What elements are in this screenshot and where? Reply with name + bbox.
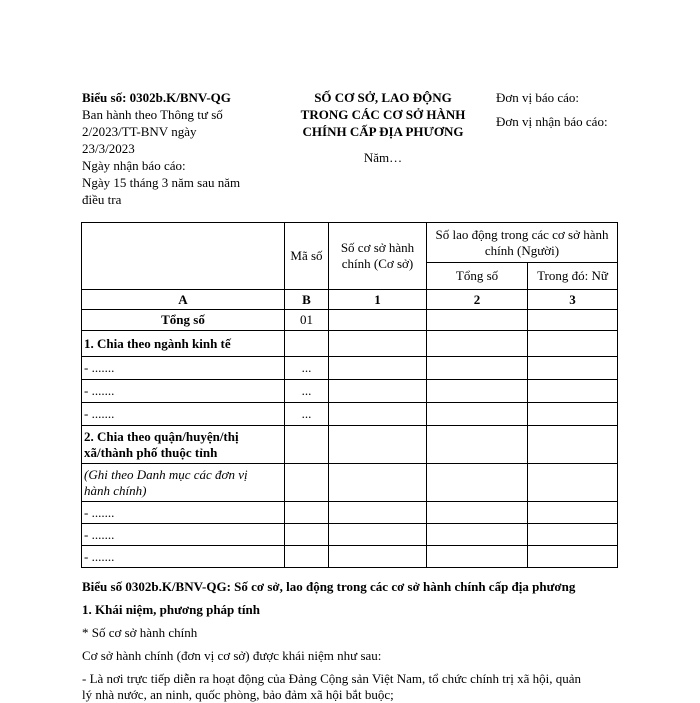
table-row <box>82 524 618 546</box>
section-2-line-2: xã/thành phố thuộc tỉnh <box>84 444 218 460</box>
index-3: 3 <box>528 290 618 310</box>
index-1: 1 <box>329 290 427 310</box>
form-info-block <box>82 89 272 208</box>
report-title-block <box>283 89 483 166</box>
data-table <box>81 222 618 568</box>
section-2-label <box>82 426 285 464</box>
note-line-2: hành chính) <box>84 482 147 498</box>
unit-block <box>496 89 686 130</box>
row-placeholder: - ....... <box>82 357 285 380</box>
table-row <box>82 464 618 502</box>
title-line-3: CHÍNH CẤP ĐỊA PHƯƠNG <box>302 124 464 139</box>
explanation-text <box>82 578 622 703</box>
table-row <box>82 502 618 524</box>
index-b: B <box>285 290 329 310</box>
index-a: A <box>82 290 285 310</box>
title-line-1: SỐ CƠ SỞ, LAO ĐỘNG <box>314 90 452 105</box>
section-title: 1. Khái niệm, phương pháp tính <box>82 602 260 617</box>
form-code: Biểu số: 0302b.K/BNV-QG <box>82 90 231 105</box>
note-line-1: (Ghi theo Danh mục các đơn vị <box>84 466 248 482</box>
table-row <box>82 403 618 426</box>
reporting-unit: Đơn vị báo cáo: <box>496 90 580 105</box>
row-placeholder: - ....... <box>82 524 285 546</box>
bullet-text: * Số cơ sở hành chính <box>82 625 198 640</box>
row-code-placeholder: ... <box>285 403 329 426</box>
title-line-2: TRONG CÁC CƠ SỞ HÀNH <box>300 107 466 122</box>
section-1-label: 1. Chia theo ngành kinh tế <box>82 331 285 357</box>
definition-intro: Cơ sở hành chính (đơn vị cơ sở) được khái niệm như sau: <box>82 648 382 663</box>
header-blank-cell <box>82 223 285 290</box>
table-row <box>82 380 618 403</box>
received-line-1: Ngày 15 tháng 3 năm sau năm <box>82 175 241 190</box>
definition-item-2: lý nhà nước, an ninh, quốc phòng, bảo đảm xã hội bắt buộc; <box>82 687 394 702</box>
row-code-placeholder: ... <box>285 357 329 380</box>
index-2: 2 <box>427 290 528 310</box>
table-row <box>82 331 618 357</box>
header-total: Tổng số <box>427 263 528 290</box>
issued-line-2: 2/2023/TT-BNV ngày <box>82 124 197 139</box>
table-row <box>82 357 618 380</box>
issued-line-3: 23/3/2023 <box>82 141 135 156</box>
received-line-2: điều tra <box>82 192 122 207</box>
row-code-placeholder: ... <box>285 380 329 403</box>
total-label: Tổng số <box>82 310 285 331</box>
row-placeholder: - ....... <box>82 502 285 524</box>
form-title: Biểu số 0302b.K/BNV-QG: Số cơ sở, lao động trong các cơ sở hành chính cấp địa phương <box>82 579 576 594</box>
header-units: Số cơ sở hành chính (Cơ sở) <box>329 223 427 290</box>
row-placeholder: - ....... <box>82 403 285 426</box>
table-row <box>82 546 618 568</box>
report-year: Năm… <box>363 150 403 165</box>
issued-line-1: Ban hành theo Thông tư số <box>82 107 223 122</box>
header-female: Trong đó: Nữ <box>528 263 618 290</box>
section-2-line-1: 2. Chia theo quận/huyện/thị <box>84 428 239 444</box>
total-code: 01 <box>285 310 329 331</box>
received-label: Ngày nhận báo cáo: <box>82 158 186 173</box>
note-label <box>82 464 285 502</box>
row-placeholder: - ....... <box>82 546 285 568</box>
receiving-unit: Đơn vị nhận báo cáo: <box>496 114 608 129</box>
header-code: Mã số <box>285 223 329 290</box>
table-row <box>82 426 618 464</box>
table-row <box>82 310 618 331</box>
row-placeholder: - ....... <box>82 380 285 403</box>
header-labor: Số lao động trong các cơ sở hành chính (Người) <box>427 223 618 263</box>
definition-item-1: - Là nơi trực tiếp diễn ra hoạt động của Đảng Cộng sản Việt Nam, tổ chức chính trị xã hội, quản <box>82 671 582 686</box>
